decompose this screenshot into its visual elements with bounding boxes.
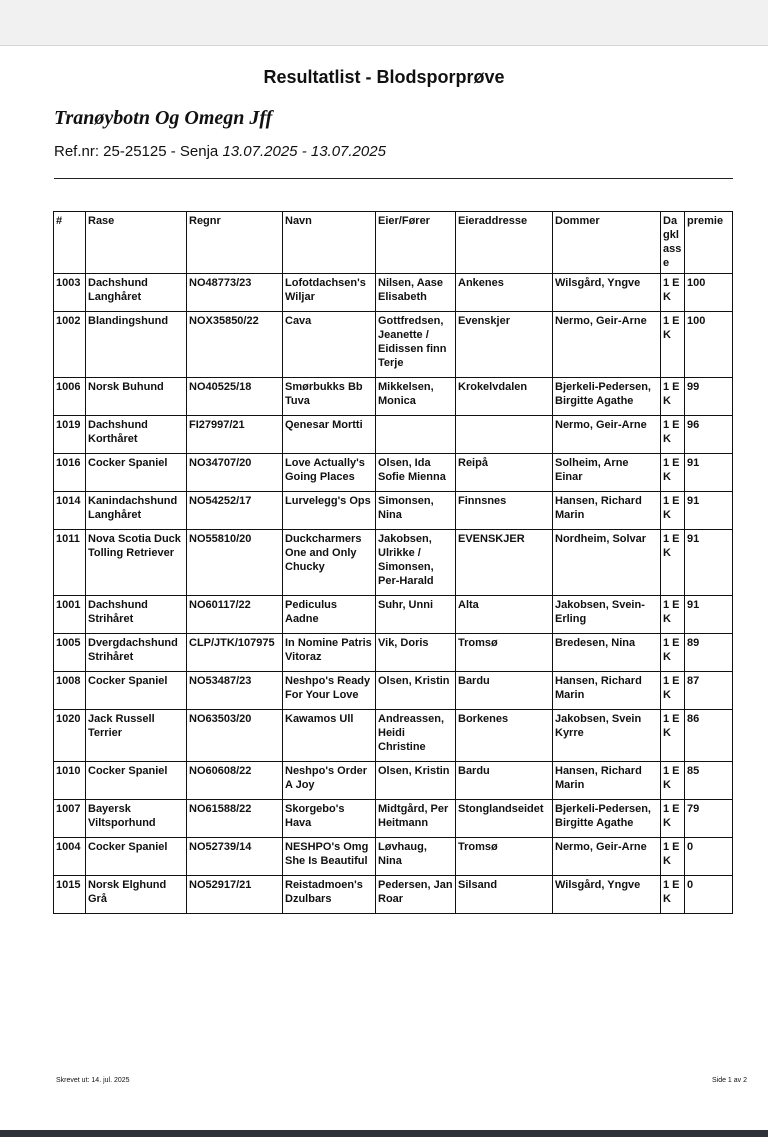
cell-number: 1006 [54,378,86,416]
cell-judge: Hansen, Richard Marin [553,672,661,710]
results-body [54,274,733,914]
cell-owner: Simonsen, Nina [376,492,456,530]
document-page [0,45,768,1131]
cell-dayclass: 1 EK [661,838,685,876]
cell-dayclass: 1 EK [661,876,685,914]
cell-judge: Nermo, Geir-Arne [553,838,661,876]
cell-address [456,416,553,454]
cell-number: 1002 [54,312,86,378]
cell-breed: Dachshund Strihåret [86,596,187,634]
cell-regnr: NO52917/21 [187,876,283,914]
cell-dog-name: Neshpo's Order A Joy [283,762,376,800]
printed-date: Skrevet ut: 14. jul. 2025 [56,1077,130,1084]
cell-prize: 100 [685,312,733,378]
cell-dog-name: Pediculus Aadne [283,596,376,634]
cell-address: Alta [456,596,553,634]
col-header-address: Eieraddresse [456,212,553,274]
cell-number: 1016 [54,454,86,492]
results-table [53,211,733,914]
cell-number: 1001 [54,596,86,634]
cell-judge: Wilsgård, Yngve [553,876,661,914]
cell-prize: 79 [685,800,733,838]
viewer-top-bar [0,0,768,44]
cell-dayclass: 1 EK [661,492,685,530]
club-name: Tranøybotn Og Omegn Jff [54,107,273,129]
cell-prize: 96 [685,416,733,454]
cell-owner: Olsen, Ida Sofie Mienna [376,454,456,492]
cell-prize: 87 [685,672,733,710]
cell-owner: Olsen, Kristin [376,672,456,710]
cell-owner: Nilsen, Aase Elisabeth [376,274,456,312]
cell-owner [376,416,456,454]
col-header-owner: Eier/Fører [376,212,456,274]
cell-address: Evenskjer [456,312,553,378]
col-header-judge: Dommer [553,212,661,274]
cell-breed: Cocker Spaniel [86,838,187,876]
cell-breed: Cocker Spaniel [86,454,187,492]
cell-prize: 91 [685,596,733,634]
cell-judge: Wilsgård, Yngve [553,274,661,312]
col-header-number: # [54,212,86,274]
cell-breed: Norsk Elghund Grå [86,876,187,914]
cell-number: 1010 [54,762,86,800]
cell-dayclass: 1 EK [661,454,685,492]
cell-owner: Gottfredsen, Jeanette / Eidissen finn Terje [376,312,456,378]
cell-dog-name: Neshpo's Ready For Your Love [283,672,376,710]
table-row [54,672,733,710]
cell-dayclass: 1 EK [661,416,685,454]
cell-number: 1007 [54,800,86,838]
cell-number: 1005 [54,634,86,672]
table-row [54,762,733,800]
cell-dayclass: 1 EK [661,762,685,800]
cell-judge: Jakobsen, Svein-Erling [553,596,661,634]
table-row [54,596,733,634]
cell-judge: Solheim, Arne Einar [553,454,661,492]
cell-judge: Hansen, Richard Marin [553,492,661,530]
col-header-prize: premie [685,212,733,274]
cell-dayclass: 1 EK [661,312,685,378]
cell-owner: Andreassen, Heidi Christine [376,710,456,762]
cell-regnr: NO55810/20 [187,530,283,596]
cell-regnr: NO63503/20 [187,710,283,762]
cell-address: Stonglandseidet [456,800,553,838]
cell-number: 1015 [54,876,86,914]
cell-regnr: NO34707/20 [187,454,283,492]
col-header-regnr: Regnr [187,212,283,274]
table-row [54,492,733,530]
cell-breed: Jack Russell Terrier [86,710,187,762]
cell-dayclass: 1 EK [661,378,685,416]
cell-regnr: FI27997/21 [187,416,283,454]
cell-dayclass: 1 EK [661,596,685,634]
cell-breed: Nova Scotia Duck Tolling Retriever [86,530,187,596]
cell-judge: Nermo, Geir-Arne [553,312,661,378]
col-header-breed: Rase [86,212,187,274]
cell-dog-name: Lofotdachsen's Wiljar [283,274,376,312]
table-row [54,838,733,876]
cell-regnr: NO40525/18 [187,378,283,416]
cell-dayclass: 1 EK [661,274,685,312]
cell-number: 1008 [54,672,86,710]
cell-number: 1020 [54,710,86,762]
cell-address: Krokelvdalen [456,378,553,416]
cell-regnr: NOX35850/22 [187,312,283,378]
reference-number: Ref.nr: 25-25125 - Senja [54,143,219,160]
cell-prize: 91 [685,454,733,492]
cell-dayclass: 1 EK [661,710,685,762]
reference-line [54,143,386,160]
cell-dayclass: 1 EK [661,672,685,710]
cell-judge: Nermo, Geir-Arne [553,416,661,454]
cell-dog-name: Skorgebo's Hava [283,800,376,838]
cell-dayclass: 1 EK [661,800,685,838]
cell-regnr: NO61588/22 [187,800,283,838]
cell-breed: Blandingshund [86,312,187,378]
cell-prize: 91 [685,492,733,530]
table-row [54,378,733,416]
table-row [54,876,733,914]
cell-address: Bardu [456,762,553,800]
cell-prize: 89 [685,634,733,672]
cell-owner: Mikkelsen, Monica [376,378,456,416]
cell-breed: Norsk Buhund [86,378,187,416]
cell-prize: 86 [685,710,733,762]
header-divider [54,178,733,179]
cell-dog-name: NESHPO's Omg She Is Beautiful [283,838,376,876]
cell-owner: Olsen, Kristin [376,762,456,800]
cell-breed: Cocker Spaniel [86,762,187,800]
cell-owner: Suhr, Unni [376,596,456,634]
cell-prize: 0 [685,838,733,876]
col-header-dayclass: Dagklasse [661,212,685,274]
cell-address: Tromsø [456,838,553,876]
cell-owner: Løvhaug, Nina [376,838,456,876]
cell-prize: 85 [685,762,733,800]
cell-address: EVENSKJER [456,530,553,596]
cell-number: 1003 [54,274,86,312]
cell-regnr: NO54252/17 [187,492,283,530]
cell-dog-name: Duckcharmers One and Only Chucky [283,530,376,596]
cell-dog-name: Reistadmoen's Dzulbars [283,876,376,914]
cell-dog-name: Cava [283,312,376,378]
cell-regnr: NO48773/23 [187,274,283,312]
cell-judge: Nordheim, Solvar [553,530,661,596]
cell-number: 1019 [54,416,86,454]
cell-number: 1011 [54,530,86,596]
cell-number: 1014 [54,492,86,530]
table-row [54,710,733,762]
cell-dayclass: 1 EK [661,634,685,672]
cell-judge: Bredesen, Nina [553,634,661,672]
cell-address: Reipå [456,454,553,492]
cell-number: 1004 [54,838,86,876]
table-row [54,274,733,312]
cell-address: Finnsnes [456,492,553,530]
cell-address: Silsand [456,876,553,914]
cell-owner: Pedersen, Jan Roar [376,876,456,914]
cell-judge: Bjerkeli-Pedersen, Birgitte Agathe [553,378,661,416]
event-dates: 13.07.2025 - 13.07.2025 [222,143,386,160]
cell-breed: Dachshund Korthåret [86,416,187,454]
cell-dog-name: Love Actually's Going Places [283,454,376,492]
cell-regnr: CLP/JTK/107975 [187,634,283,672]
cell-owner: Vik, Doris [376,634,456,672]
cell-judge: Bjerkeli-Pedersen, Birgitte Agathe [553,800,661,838]
cell-judge: Jakobsen, Svein Kyrre [553,710,661,762]
cell-prize: 91 [685,530,733,596]
cell-regnr: NO60117/22 [187,596,283,634]
cell-regnr: NO60608/22 [187,762,283,800]
page-number: Side 1 av 2 [711,1077,747,1084]
table-row [54,416,733,454]
cell-breed: Bayersk Viltsporhund [86,800,187,838]
table-row [54,530,733,596]
cell-dog-name: In Nomine Patris Vitoraz [283,634,376,672]
cell-owner: Jakobsen, Ulrikke / Simonsen, Per-Harald [376,530,456,596]
table-header-row [54,212,733,274]
cell-judge: Hansen, Richard Marin [553,762,661,800]
cell-dayclass: 1 EK [661,530,685,596]
table-row [54,634,733,672]
viewer-bottom-bar [0,1130,768,1137]
cell-prize: 0 [685,876,733,914]
cell-address: Borkenes [456,710,553,762]
cell-prize: 100 [685,274,733,312]
cell-dog-name: Smørbukks Bb Tuva [283,378,376,416]
cell-breed: Dachshund Langhåret [86,274,187,312]
cell-regnr: NO53487/23 [187,672,283,710]
cell-address: Bardu [456,672,553,710]
col-header-name: Navn [283,212,376,274]
cell-dog-name: Lurvelegg's Ops [283,492,376,530]
cell-dog-name: Qenesar Mortti [283,416,376,454]
cell-dog-name: Kawamos Ull [283,710,376,762]
cell-breed: Dvergdachshund Strihåret [86,634,187,672]
cell-owner: Midtgård, Per Heitmann [376,800,456,838]
cell-address: Tromsø [456,634,553,672]
table-row [54,454,733,492]
cell-breed: Kanindachshund Langhåret [86,492,187,530]
cell-breed: Cocker Spaniel [86,672,187,710]
cell-address: Ankenes [456,274,553,312]
table-row [54,312,733,378]
cell-regnr: NO52739/14 [187,838,283,876]
table-row [54,800,733,838]
document-title: Resultatlist - Blodsporprøve [263,67,505,87]
cell-prize: 99 [685,378,733,416]
